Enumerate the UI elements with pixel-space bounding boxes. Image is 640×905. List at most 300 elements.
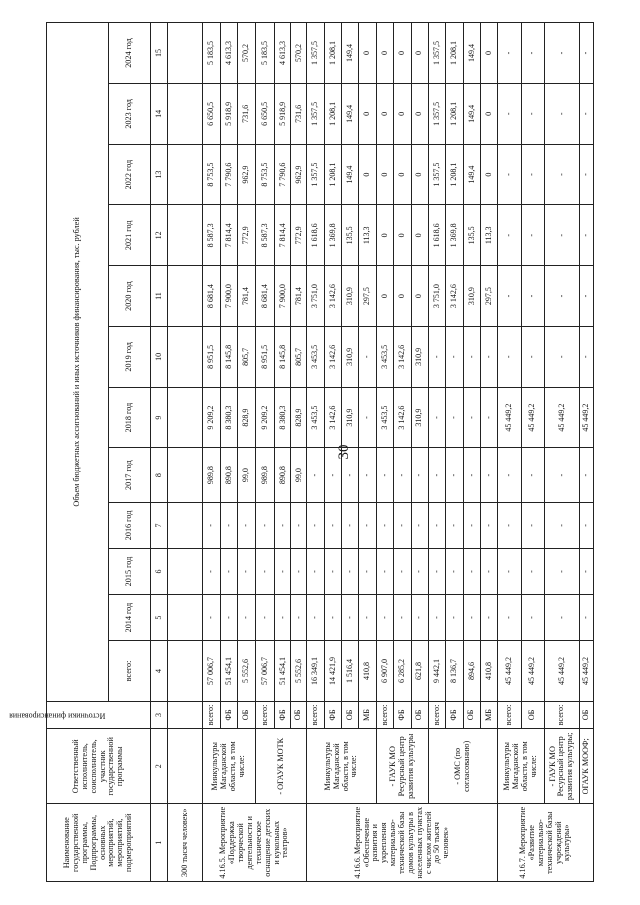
cell-value: 781,4 — [291, 266, 307, 327]
cell-value: 8 951,5 — [203, 326, 221, 387]
table-row — [498, 23, 521, 882]
section-4-16-6 — [307, 23, 498, 882]
cell-value: - — [359, 548, 376, 594]
cell-value: - — [428, 387, 445, 448]
cell-value: 1 357,5 — [428, 144, 445, 205]
cell-value: - — [428, 548, 445, 594]
cell-value: - — [498, 502, 521, 548]
cell-value: - — [544, 23, 579, 84]
cell-source: всего: — [307, 701, 324, 728]
row-responsible: Минкультуры Магаданской области, в том числе: — [498, 729, 544, 804]
cell-value: 6 907,0 — [376, 641, 393, 702]
cell-value: 0 — [411, 266, 428, 327]
cell-value: - — [463, 326, 480, 387]
cell-source: ОБ — [521, 701, 544, 728]
cell-value: 781,4 — [238, 266, 256, 327]
cell-value: 99,0 — [238, 448, 256, 502]
cell-value: - — [394, 595, 411, 641]
cell-value: 0 — [376, 23, 393, 84]
cell-value: 3 751,0 — [428, 266, 445, 327]
cell-value: - — [411, 548, 428, 594]
header-year: 2021 год — [109, 205, 151, 266]
cell-value: 962,9 — [238, 144, 256, 205]
cell-value: 149,4 — [463, 23, 480, 84]
cell-value: 0 — [376, 144, 393, 205]
cell-value: 1 208,1 — [446, 83, 463, 144]
cell-value: 45 449,2 — [498, 641, 521, 702]
cell-value: - — [446, 548, 463, 594]
cell-value: 310,9 — [342, 326, 359, 387]
cell-value: - — [256, 595, 275, 641]
cell-value: 7 900,0 — [275, 266, 291, 327]
cell-value: 99,0 — [291, 448, 307, 502]
cell-value: - — [359, 448, 376, 502]
cell-value: - — [498, 83, 521, 144]
cell-value: 8 753,5 — [203, 144, 221, 205]
cell-value: - — [521, 205, 544, 266]
cell-value: 805,7 — [238, 326, 256, 387]
cell-value: 3 453,5 — [307, 326, 324, 387]
row-name: 4.16.5. Мероприятие «Поддержка творческой деятельности и техническое оснащение детских и кукольных театров» — [203, 804, 307, 882]
cell-value: 1 369,8 — [324, 205, 341, 266]
row-responsible: Минкультуры Магаданской области, в том числе: — [203, 729, 256, 804]
cell-value: - — [544, 448, 579, 502]
cell-value: - — [275, 595, 291, 641]
cell-value: 8 587,3 — [256, 205, 275, 266]
cell-value: 621,8 — [411, 641, 428, 702]
cell-value: 8 753,5 — [256, 144, 275, 205]
cell-value: 772,9 — [238, 205, 256, 266]
cell-value: - — [324, 448, 341, 502]
cell-value: - — [220, 548, 238, 594]
cell-value: 0 — [411, 83, 428, 144]
cell-value: 3 751,0 — [307, 266, 324, 327]
cell-value: 8 380,3 — [275, 387, 291, 448]
cell-value: 828,9 — [291, 387, 307, 448]
cell-value: - — [324, 502, 341, 548]
cell-value: - — [446, 387, 463, 448]
cell-value: 1 618,6 — [307, 205, 324, 266]
cell-value: 297,5 — [359, 266, 376, 327]
cell-value: - — [521, 144, 544, 205]
cell-value: - — [324, 548, 341, 594]
cell-value: - — [376, 502, 393, 548]
cell-value: 6 650,5 — [256, 83, 275, 144]
cell-source: всего: — [256, 701, 275, 728]
cell-value: - — [521, 23, 544, 84]
cell-value: - — [411, 595, 428, 641]
cell-value: - — [498, 205, 521, 266]
cell-value: - — [446, 502, 463, 548]
cell-value: - — [238, 548, 256, 594]
cell-value: 135,5 — [463, 205, 480, 266]
cell-value: - — [203, 595, 221, 641]
row-name: 4.16.6. Мероприятие «Обеспечение развития и укрепления материально-технической базы домов культуры в населенных пунктах с числом жителей до 50 тысяч человек» — [307, 804, 498, 882]
cell-value: - — [521, 502, 544, 548]
row-responsible: - ОГАУК МОТК — [256, 729, 307, 804]
cell-value: 7 900,0 — [220, 266, 238, 327]
cell-source: всего: — [376, 701, 393, 728]
cell-value: 5 183,5 — [256, 23, 275, 84]
cell-value: 1 208,1 — [446, 144, 463, 205]
cell-value: 8 145,8 — [275, 326, 291, 387]
cell-value: 3 142,6 — [446, 266, 463, 327]
cell-value: - — [220, 502, 238, 548]
cell-value: 828,9 — [238, 387, 256, 448]
cell-value: - — [238, 595, 256, 641]
cell-value: 0 — [481, 23, 498, 84]
cell-value: - — [291, 548, 307, 594]
cell-value: - — [307, 548, 324, 594]
cell-value: - — [428, 326, 445, 387]
cell-value: - — [394, 502, 411, 548]
cell-value: - — [579, 23, 593, 84]
cell-value: 0 — [359, 83, 376, 144]
cell-source: ОБ — [238, 701, 256, 728]
table-row — [428, 23, 445, 882]
cell-value: 0 — [481, 144, 498, 205]
header-source: Источники финансирования — [47, 701, 151, 728]
cell-value: 0 — [481, 83, 498, 144]
cell-value: 6 285,2 — [394, 641, 411, 702]
cell-value: 989,8 — [203, 448, 221, 502]
cell-value: 45 449,2 — [579, 641, 593, 702]
cell-value: - — [544, 144, 579, 205]
cell-source: ОБ — [342, 701, 359, 728]
cell-value: - — [411, 448, 428, 502]
cell-value: - — [521, 83, 544, 144]
row-responsible: - ОМС (по согласованию) — [428, 729, 497, 804]
cell-value: 14 421,9 — [324, 641, 341, 702]
cell-value: - — [446, 448, 463, 502]
cell-source: ФБ — [394, 701, 411, 728]
cell-value: - — [521, 548, 544, 594]
cell-source: ФБ — [446, 701, 463, 728]
cell-value: - — [203, 548, 221, 594]
cell-value: 45 449,2 — [544, 641, 579, 702]
cell-value: 51 454,1 — [275, 641, 291, 702]
cell-value: 8 681,4 — [203, 266, 221, 327]
row-responsible: Минкультуры Магаданской области, в том числе: — [307, 729, 376, 804]
cell-value: 3 142,6 — [394, 387, 411, 448]
cell-value: 57 006,7 — [203, 641, 221, 702]
cell-source: всего: — [428, 701, 445, 728]
column-index-row: 1 2 3 4 5 6 7 8 9 10 11 12 13 14 15 — [151, 23, 168, 882]
cell-value: 8 681,4 — [256, 266, 275, 327]
cell-value: 3 142,6 — [324, 326, 341, 387]
cell-value: 5 918,9 — [220, 83, 238, 144]
cell-source: ФБ — [220, 701, 238, 728]
cell-value: - — [376, 595, 393, 641]
cell-value: 1 618,6 — [428, 205, 445, 266]
cell-value: 772,9 — [291, 205, 307, 266]
cell-value: 6 650,5 — [203, 83, 221, 144]
cell-value: - — [203, 502, 221, 548]
cell-value: - — [256, 548, 275, 594]
cell-value: - — [544, 502, 579, 548]
row-responsible: ОГАУК МООФ; — [579, 729, 593, 804]
cell-value: 570,2 — [238, 23, 256, 84]
cell-value: - — [342, 448, 359, 502]
cell-value: - — [463, 502, 480, 548]
cell-source: ФБ — [324, 701, 341, 728]
cell-value: 310,9 — [411, 326, 428, 387]
cell-value: - — [342, 548, 359, 594]
cell-value: 1 208,1 — [324, 144, 341, 205]
cell-source: ОБ — [291, 701, 307, 728]
cell-source: ОБ — [463, 701, 480, 728]
cell-value: 7 814,4 — [275, 205, 291, 266]
section-4-16-5 — [203, 23, 307, 882]
cell-value: - — [428, 595, 445, 641]
cell-value: 3 453,5 — [376, 326, 393, 387]
cell-value: 5 918,9 — [275, 83, 291, 144]
header-year: 2024 год — [109, 23, 151, 84]
cell-value: - — [307, 595, 324, 641]
cell-value: - — [544, 205, 579, 266]
cell-value: 890,8 — [275, 448, 291, 502]
cell-value: 894,6 — [463, 641, 480, 702]
cell-value: 149,4 — [463, 83, 480, 144]
header-year: 2019 год — [109, 326, 151, 387]
cell-value: - — [463, 387, 480, 448]
header-name: Наименование государственной программы, Подпрограммы, основных мероприятий, мероприятий, подмероприятий — [47, 804, 151, 882]
rotated-table-wrapper — [9, 22, 594, 882]
cell-value: 1 357,5 — [428, 83, 445, 144]
cell-value: - — [521, 595, 544, 641]
header-responsible: Ответственный исполнитель, соисполнитель, участник государственной программы — [47, 729, 151, 804]
section-4-16-7 — [498, 23, 594, 882]
cell-value: 4 613,3 — [220, 23, 238, 84]
table-row — [168, 23, 203, 882]
cell-value: 0 — [394, 23, 411, 84]
cell-value: - — [481, 548, 498, 594]
cell-value: 45 449,2 — [579, 387, 593, 448]
cell-value: 1 357,5 — [307, 83, 324, 144]
cell-value: - — [411, 502, 428, 548]
cell-value: - — [463, 448, 480, 502]
cell-value: - — [521, 448, 544, 502]
cell-value: - — [544, 548, 579, 594]
cell-value: - — [463, 548, 480, 594]
cell-value: - — [521, 326, 544, 387]
cell-value: - — [498, 23, 521, 84]
cell-value: 5 552,6 — [291, 641, 307, 702]
header-year: 2018 год — [109, 387, 151, 448]
cell-value: - — [481, 595, 498, 641]
cell-value: - — [324, 595, 341, 641]
cell-value: - — [446, 326, 463, 387]
cell-value: 410,8 — [359, 641, 376, 702]
cell-value: 1 516,4 — [342, 641, 359, 702]
cell-value: - — [544, 83, 579, 144]
cell-value: 5 552,6 — [238, 641, 256, 702]
cell-value: 3 453,5 — [376, 387, 393, 448]
cell-value: 9 209,2 — [256, 387, 275, 448]
cell-value: 149,4 — [463, 144, 480, 205]
header-year: 2022 год — [109, 144, 151, 205]
table-row — [203, 23, 221, 882]
cell-value: 3 142,6 — [394, 326, 411, 387]
cell-value: 297,5 — [481, 266, 498, 327]
table-row — [579, 23, 593, 882]
cell-value: - — [498, 144, 521, 205]
cell-source: всего: — [498, 701, 521, 728]
cell-value: 149,4 — [342, 144, 359, 205]
cell-value: 0 — [394, 144, 411, 205]
header-year: 2017 год — [109, 448, 151, 502]
cell-value: - — [579, 448, 593, 502]
cell-value: - — [238, 502, 256, 548]
cell-value: 962,9 — [291, 144, 307, 205]
cell-value: 805,7 — [291, 326, 307, 387]
cell-value: 8 951,5 — [256, 326, 275, 387]
cell-value: 0 — [411, 205, 428, 266]
cell-value: 1 208,1 — [324, 23, 341, 84]
table-row — [307, 23, 324, 882]
cell-value: 45 449,2 — [544, 387, 579, 448]
cell-value: 1 357,5 — [428, 23, 445, 84]
cell-value: - — [579, 595, 593, 641]
cell-value: - — [463, 595, 480, 641]
cell-value: - — [291, 595, 307, 641]
cell-value: 149,4 — [342, 23, 359, 84]
row-name: 4.16.7. Мероприятие «Развитие материально-технической базы учреждений культуры» — [498, 804, 594, 882]
cell-value: - — [481, 448, 498, 502]
header-year: 2015 год — [109, 548, 151, 594]
cell-value: - — [579, 144, 593, 205]
cell-value: 3 142,6 — [324, 387, 341, 448]
cell-value: - — [359, 595, 376, 641]
row-responsible: - ГАУК МО Ресурсный центр развития культуры; — [544, 729, 579, 804]
cell-value: 8 145,8 — [220, 326, 238, 387]
cell-value: - — [498, 548, 521, 594]
cell-value: 3 142,6 — [324, 266, 341, 327]
cell-value: - — [376, 548, 393, 594]
cell-value: - — [394, 548, 411, 594]
cell-value: - — [428, 502, 445, 548]
cell-value: - — [307, 448, 324, 502]
cell-value: - — [498, 448, 521, 502]
cell-value: 0 — [359, 23, 376, 84]
cell-value: 1 208,1 — [446, 23, 463, 84]
row-name: 300 тысяч человек» — [168, 804, 203, 882]
cell-value: - — [521, 266, 544, 327]
cell-source: ОБ — [579, 701, 593, 728]
header-year: 2014 год — [109, 595, 151, 641]
cell-value: - — [481, 387, 498, 448]
cell-value: 890,8 — [220, 448, 238, 502]
header-year: 2020 год — [109, 266, 151, 327]
header-year: 2023 год — [109, 83, 151, 144]
table-row — [256, 23, 275, 882]
cell-value: 1 357,5 — [307, 23, 324, 84]
cell-value: - — [498, 326, 521, 387]
cell-value: - — [359, 387, 376, 448]
cell-value: - — [446, 595, 463, 641]
cell-value: 45 449,2 — [498, 387, 521, 448]
cell-value: - — [544, 595, 579, 641]
cell-value: - — [579, 502, 593, 548]
cell-value: - — [275, 502, 291, 548]
cell-value: - — [394, 448, 411, 502]
cell-value: 45 449,2 — [521, 641, 544, 702]
cell-value: 8 587,3 — [203, 205, 221, 266]
cell-value: 310,9 — [342, 266, 359, 327]
cell-source: ФБ — [275, 701, 291, 728]
cell-value: 57 006,7 — [256, 641, 275, 702]
cell-value: - — [307, 502, 324, 548]
cell-value: - — [342, 502, 359, 548]
cell-value: 0 — [411, 144, 428, 205]
cell-value: 45 449,2 — [521, 387, 544, 448]
header-volume: Объем бюджетных ассигнований и иных источников финансирования, тыс. рублей — [47, 23, 109, 702]
cell-value: 1 357,5 — [307, 144, 324, 205]
cell-value: - — [428, 448, 445, 502]
cell-value: 4 613,3 — [275, 23, 291, 84]
row-responsible: - ГАУК МО Ресурсный центр развития культуры — [376, 729, 428, 804]
cell-value: 9 209,2 — [203, 387, 221, 448]
cell-value: - — [376, 448, 393, 502]
cell-value: 113,3 — [359, 205, 376, 266]
cell-value: 410,8 — [481, 641, 498, 702]
cell-value: 989,8 — [256, 448, 275, 502]
table-row — [544, 23, 579, 882]
cell-value: 0 — [411, 23, 428, 84]
cell-value: 310,9 — [411, 387, 428, 448]
cell-value: 0 — [394, 266, 411, 327]
cell-value: - — [359, 502, 376, 548]
cell-value: 310,9 — [342, 387, 359, 448]
cell-value: 0 — [394, 83, 411, 144]
header-year: 2016 год — [109, 502, 151, 548]
cell-value: 0 — [376, 83, 393, 144]
cell-value: 731,6 — [238, 83, 256, 144]
header-total: всего: — [109, 641, 151, 702]
cell-source: МБ — [359, 701, 376, 728]
cell-value: - — [544, 326, 579, 387]
cell-value: 310,9 — [463, 266, 480, 327]
cell-value: - — [498, 595, 521, 641]
page-number: 30 — [336, 444, 352, 460]
cell-value: - — [579, 83, 593, 144]
cell-value: 1 208,1 — [324, 83, 341, 144]
cell-value: 8 136,7 — [446, 641, 463, 702]
table-row — [376, 23, 393, 882]
cell-value: - — [481, 502, 498, 548]
cell-value: 9 442,1 — [428, 641, 445, 702]
cell-value: - — [481, 326, 498, 387]
cell-source: всего: — [203, 701, 221, 728]
cell-value: - — [342, 595, 359, 641]
financing-table — [9, 22, 594, 882]
cell-value: 149,4 — [342, 83, 359, 144]
cell-value: 731,6 — [291, 83, 307, 144]
cell-value: - — [579, 548, 593, 594]
cell-value: - — [544, 266, 579, 327]
cell-value: 7 814,4 — [220, 205, 238, 266]
cell-value: 3 453,5 — [307, 387, 324, 448]
cell-value: 113,3 — [481, 205, 498, 266]
cell-value: - — [256, 502, 275, 548]
cell-value: - — [579, 266, 593, 327]
cell-value: - — [579, 205, 593, 266]
cell-value: 7 790,6 — [275, 144, 291, 205]
cell-source: ОБ — [411, 701, 428, 728]
cell-value: 5 183,5 — [203, 23, 221, 84]
cell-value: - — [291, 502, 307, 548]
cell-value: 135,5 — [342, 205, 359, 266]
